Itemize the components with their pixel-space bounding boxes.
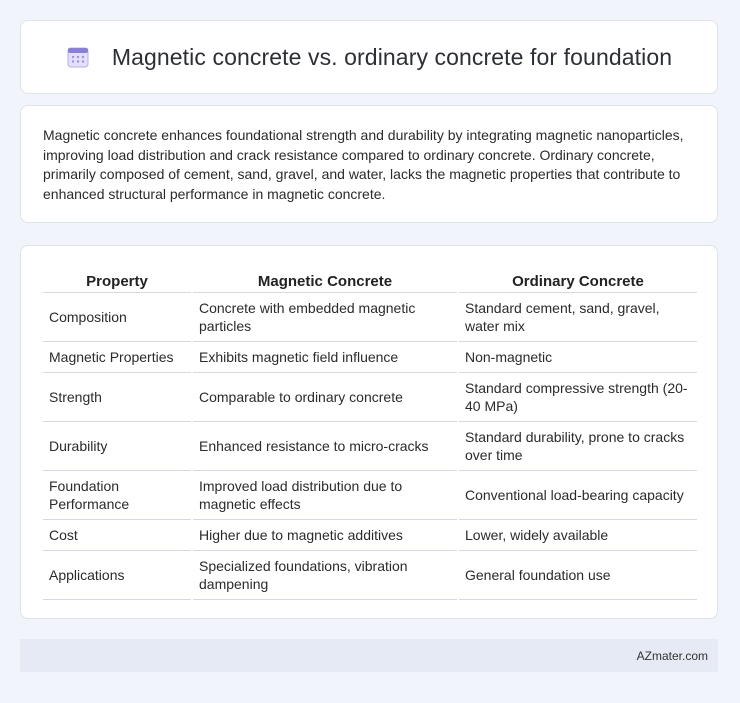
table-cell: Lower, widely available [459,520,697,551]
table-cell: Standard durability, prone to cracks over time [459,422,697,471]
table-cell: Standard compressive strength (20-40 MPa) [459,373,697,422]
title-card [20,20,718,94]
comparison-table [41,264,699,600]
intro-text: Magnetic concrete enhances foundational strength and durability by integrating magnetic nanoparticles, improving load distribution and crack resistance compared to ordinary concrete. Ordinary concrete, primarily composed of cement, sand, gravel, and water, lacks the magnetic properties that contribute to enhanced structural performance in magnetic concrete. [43,127,684,202]
page-title: Magnetic concrete vs. ordinary concrete for foundation [111,43,673,70]
footer-brand: AZmater.com [636,648,708,663]
table-cell: Specialized foundations, vibration dampening [193,551,457,600]
header-property: Property [43,264,191,293]
table-cell: Durability [43,422,191,471]
table-cell: Exhibits magnetic field influence [193,342,457,373]
comparison-card [20,245,718,619]
header-ordinary: Ordinary Concrete [459,264,697,293]
table-header-row [43,264,697,293]
table-cell: Standard cement, sand, gravel, water mix [459,293,697,342]
table-row [43,293,697,342]
table-cell: Foundation Performance [43,471,191,520]
table-cell: Higher due to magnetic additives [193,520,457,551]
table-cell: Applications [43,551,191,600]
table-cell: Improved load distribution due to magnetic effects [193,471,457,520]
table-row [43,422,697,471]
table-cell: Strength [43,373,191,422]
table-row [43,551,697,600]
table-cell: Non-magnetic [459,342,697,373]
table-row [43,471,697,520]
calendar-icon [66,45,90,69]
table-cell: Enhanced resistance to micro-cracks [193,422,457,471]
table-cell: Composition [43,293,191,342]
table-row [43,520,697,551]
table-cell: Magnetic Properties [43,342,191,373]
table-cell: Comparable to ordinary concrete [193,373,457,422]
table-cell: Concrete with embedded magnetic particles [193,293,457,342]
table-row [43,342,697,373]
intro-card [20,105,718,223]
footer [20,639,718,672]
table-cell: Conventional load-bearing capacity [459,471,697,520]
table-cell: General foundation use [459,551,697,600]
table-cell: Cost [43,520,191,551]
table-row [43,373,697,422]
header-magnetic: Magnetic Concrete [193,264,457,293]
